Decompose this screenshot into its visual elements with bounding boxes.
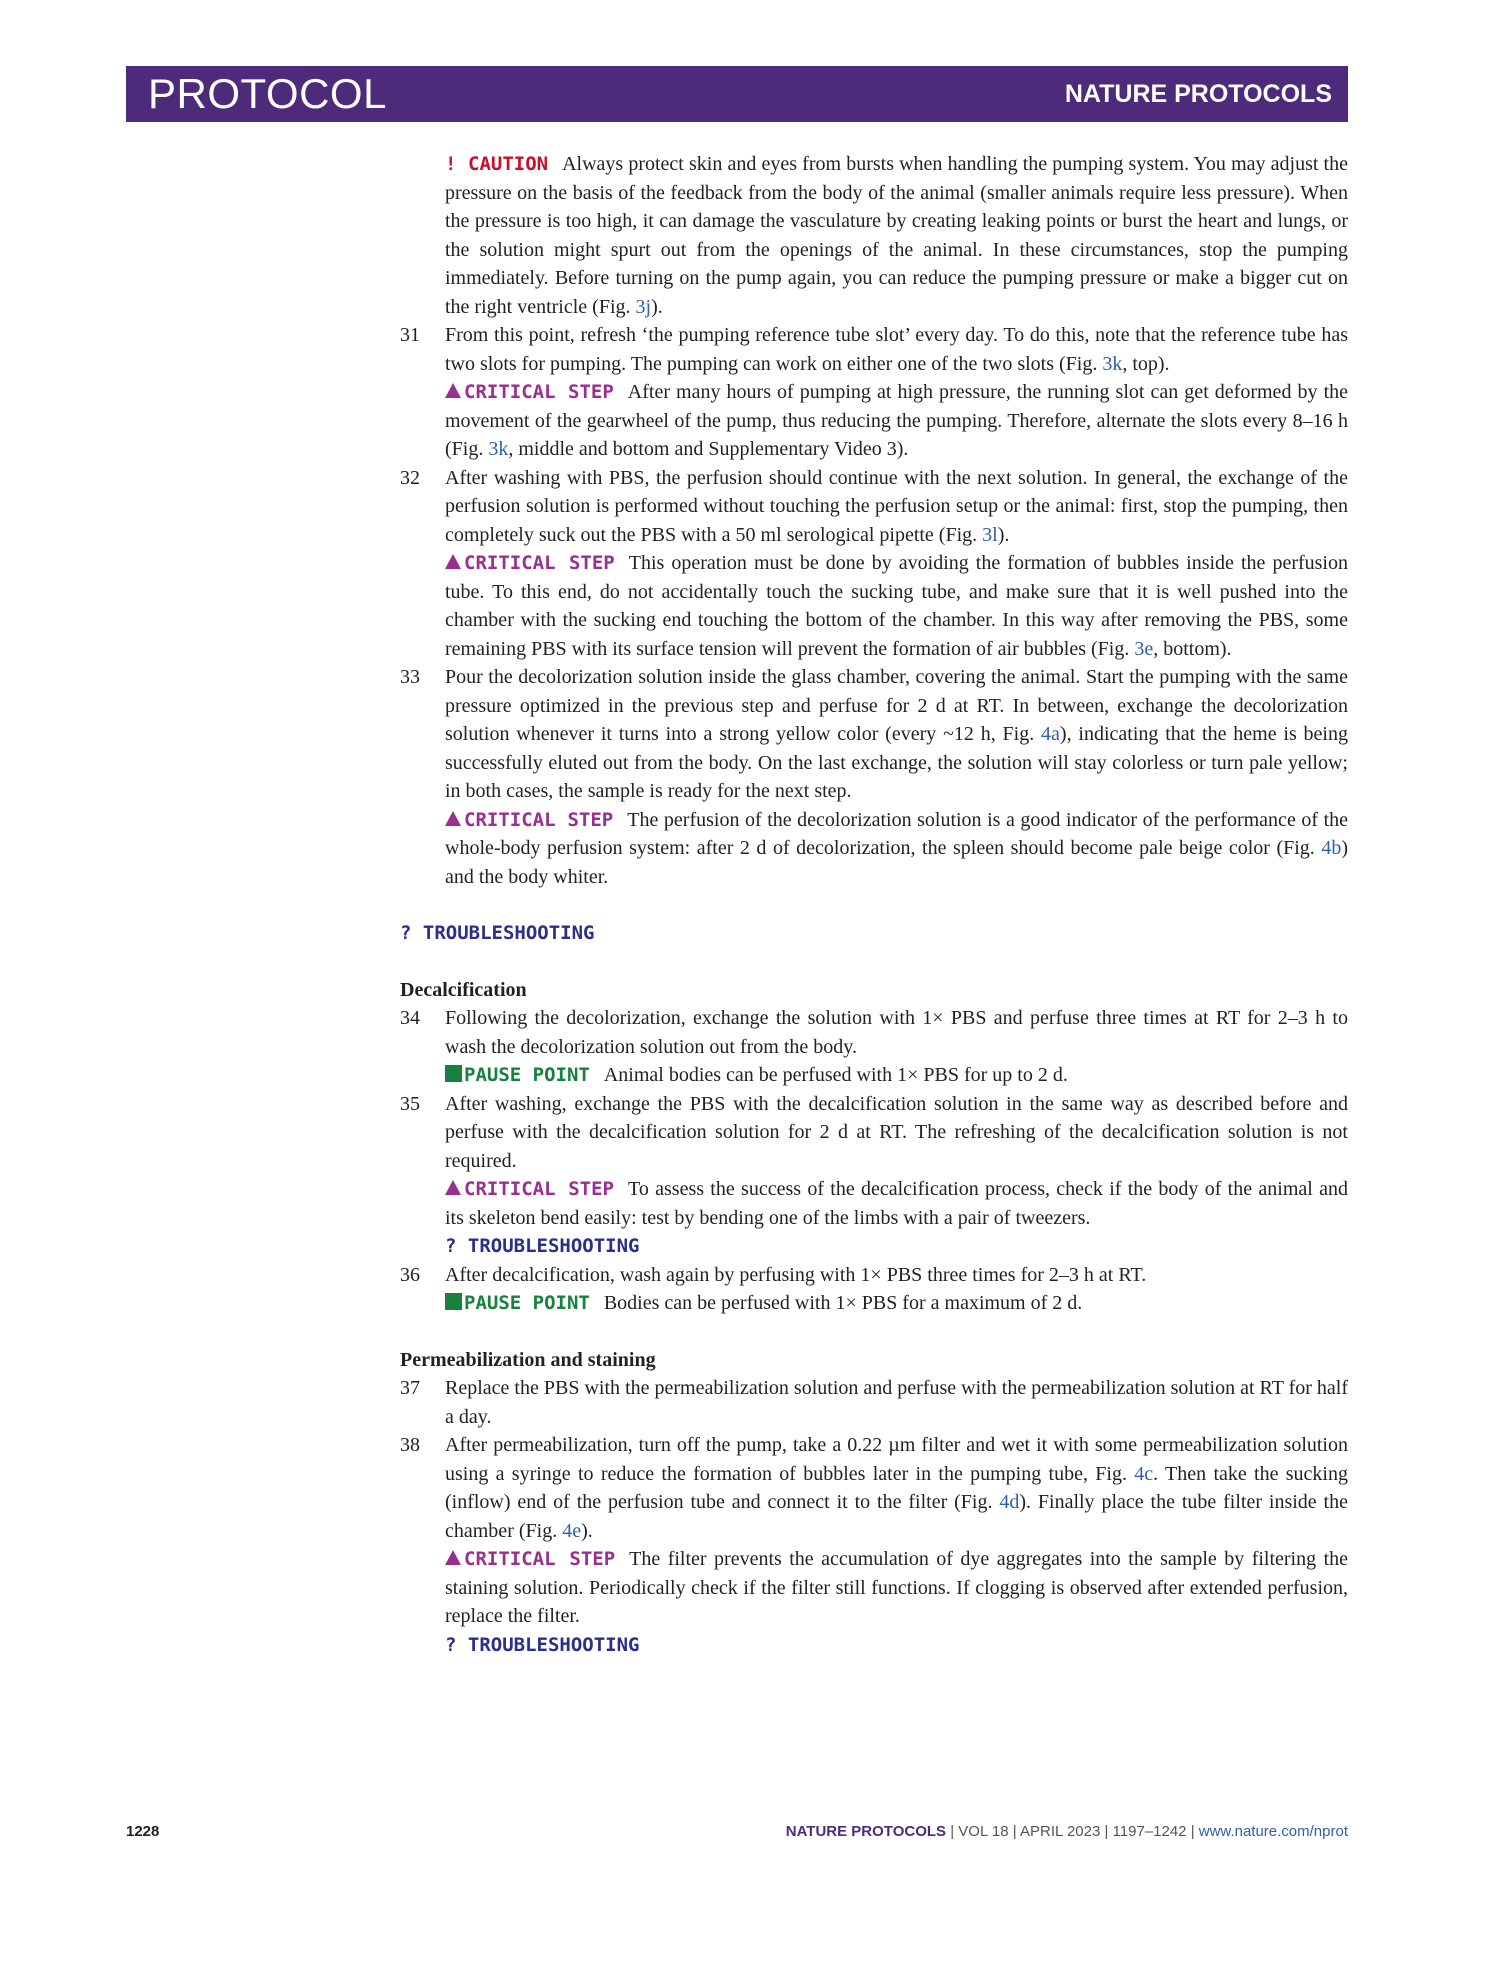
step-number: 35 [400,1092,420,1115]
square-icon [445,1293,462,1310]
step-37: 37 Replace the PBS with the permeabilization solution and perfuse with the permeabilization solution at RT for half a day. [400,1374,1348,1431]
caution-paragraph: ! CAUTION Always protect skin and eyes from bursts when handling the pumping system. You may adjust the pressure on the basis of the feedback from the body of the animal (smaller animals require less pressure). When the pressure is too high, it can damage the vasculature by creating leaking points or burst the heart and lungs, or the solution might spurt out from the openings of the animal. In these circumstances, stop the pumping immediately. Before turning on the pump again, you can reduce the pumping pressure or make a bigger cut on the right ventricle (Fig. 3j). [445,153,1348,318]
triangle-icon [445,1180,461,1195]
critical-step-38: CRITICAL STEP The filter prevents the accumulation of dye aggregates into the sample by filtering the staining solution. Periodically check if the filter still functions. If clogging is observed after extended perfusion, replace the filter. [445,1548,1349,1627]
step-36: 36 After decalcification, wash again by perfusing with 1× PBS three times for 2–3 h at RT. [400,1261,1348,1290]
figure-link[interactable]: 3e [1134,637,1154,660]
section-heading-permeabilization: Permeabilization and staining [400,1348,656,1371]
figure-link[interactable]: 4b [1321,837,1342,859]
triangle-icon [445,383,461,398]
footer-citation [786,1823,1348,1840]
troubleshooting-35: ? TROUBLESHOOTING [445,1235,640,1257]
step-33: 33 Pour the decolorization solution inside the glass chamber, covering the animal. Start the pumping with the same pressure optimized in the previous step and perfuse for 2 d at RT. In between, exchange the decolorization solution whenever it turns into a strong yellow color (every ~12 h, Fig. 4a), indicating that the heme is being successfully eluted out from the body. On the last exchange, the solution will stay colorless or turn pale yellow; in both cases, the sample is ready for the next step. [400,663,1348,806]
figure-link[interactable]: 4a [1041,723,1060,745]
article-body [400,150,1348,1659]
figure-link[interactable]: 3k [488,438,509,460]
critical-step-31: CRITICAL STEP After many hours of pumping at high pressure, the running slot can get deformed by the movement of the gearwheel of the pump, thus reducing the pumping. Therefore, alternate the slots every 8–16 h (Fig. 3k, middle and bottom and Supplementary Video 3). [445,381,1348,460]
footer-volume-info: | VOL 18 | APRIL 2023 | 1197–1242 | [946,1823,1199,1840]
critical-step-label: CRITICAL STEP [445,1178,614,1200]
critical-step-label: CRITICAL STEP [445,809,613,831]
critical-step-32: CRITICAL STEP This operation must be done by avoiding the formation of bubbles inside the perfusion tube. To this end, do not accidentally touch the sucking tube, and make sure that it is well pushed into the chamber with the sucking end touching the bottom of the chamber. In this way after removing the PBS, some remaining PBS with its surface tension will prevent the formation of air bubbles (Fig. 3e, bottom). [445,552,1348,660]
section-type-label: PROTOCOL [148,70,387,117]
header-banner [126,66,1348,122]
critical-step-35: CRITICAL STEP To assess the success of the decalcification process, check if the body of the animal and its skeleton bend easily: test by bending one of the limbs with a pair of tweezers. [445,1178,1349,1229]
pause-point-34: PAUSE POINT Animal bodies can be perfused with 1× PBS for up to 2 d. [400,1061,1348,1090]
figure-link[interactable]: 3j [635,295,652,318]
journal-url-link[interactable]: www.nature.com/nprot [1198,1823,1348,1840]
journal-name: NATURE PROTOCOLS [1064,79,1332,108]
critical-step-label: CRITICAL STEP [445,381,614,403]
step-32: 32 After washing with PBS, the perfusion should continue with the next solution. In general, the exchange of the perfusion solution is performed without touching the perfusion setup or the animal: first, stop the pumping, then completely suck out the PBS with a 50 ml serological pipette (Fig. 3l). [400,464,1348,550]
square-icon [445,1065,462,1082]
step-number: 37 [400,1377,420,1399]
step-number: 34 [400,1007,420,1029]
step-35: 35 After washing, exchange the PBS with the decalcification solution in the same way as described before and perfuse with the decalcification solution for 2 d at RT. The refreshing of the decalcification solution is not required. [400,1090,1348,1176]
step-31: 31 From this point, refresh ‘the pumping reference tube slot’ every day. To do this, note that the reference tube has two slots for pumping. The pumping can work on either one of the two slots (Fig. 3k, top). [400,321,1348,378]
step-number: 36 [400,1263,420,1286]
section-heading-decalcification: Decalcification [400,978,527,1001]
troubleshooting-heading: ? TROUBLESHOOTING [400,922,595,944]
step-number: 31 [400,324,420,346]
step-34: 34 Following the decolorization, exchange the solution with 1× PBS and perfuse three times at RT for 2–3 h to wash the decolorization solution out from the body. [400,1004,1348,1061]
pause-point-label: PAUSE POINT [445,1064,590,1086]
triangle-icon [445,554,461,569]
critical-step-label: CRITICAL STEP [445,1548,615,1570]
figure-link[interactable]: 4c [1134,1462,1154,1485]
troubleshooting-38: ? TROUBLESHOOTING [445,1633,640,1656]
critical-step-33: CRITICAL STEP The perfusion of the decolorization solution is a good indicator of the performance of the whole-body perfusion system: after 2 d of decolorization, the spleen should become pale beige color (Fig. 4b) and the body whiter. [445,808,1348,888]
footer-journal: NATURE PROTOCOLS [785,1823,947,1840]
pause-point-label: PAUSE POINT [445,1292,590,1314]
figure-link[interactable]: 3k [1102,352,1123,375]
critical-step-label: CRITICAL STEP [445,552,615,574]
step-number: 38 [400,1434,420,1456]
step-number: 32 [400,466,420,489]
pause-point-36: PAUSE POINT Bodies can be perfused with 1× PBS for a maximum of 2 d. [400,1289,1348,1318]
page-number: 1228 [126,1823,160,1840]
step-38: 38 After permeabilization, turn off the pump, take a 0.22 µm filter and wet it with some permeabilization solution using a syringe to reduce the formation of bubbles later in the pumping tube, Fig. 4c. Then take the sucking (inflow) end of the perfusion tube and connect it to the filter (Fig. 4d). Finally place the tube filter inside the chamber (Fig. 4e). [400,1431,1348,1545]
step-number: 33 [400,666,420,688]
triangle-icon [445,811,461,826]
caution-label: ! CAUTION [445,153,549,175]
figure-link[interactable]: 4d [999,1491,1020,1513]
triangle-icon [445,1550,461,1565]
figure-link[interactable]: 4e [562,1519,582,1542]
figure-link[interactable]: 3l [982,523,998,546]
